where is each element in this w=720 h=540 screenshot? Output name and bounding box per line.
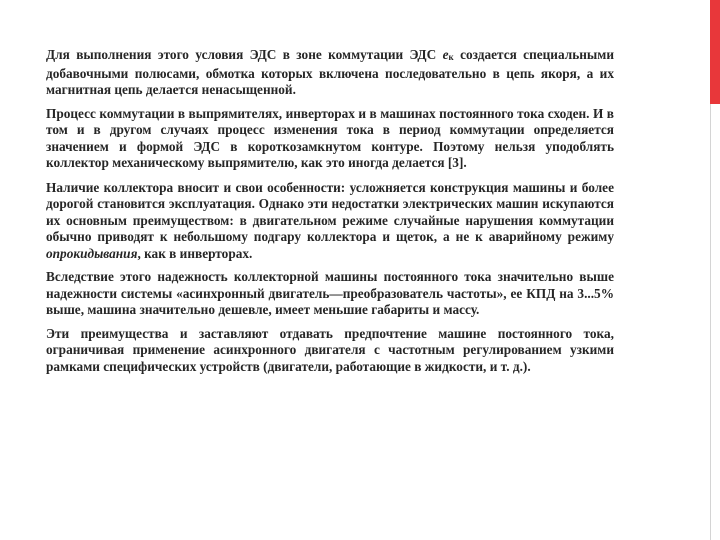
accent-bar (710, 0, 720, 104)
paragraph-advantages: Эти преимущества и заставляют отдавать предпочтение машине постоянного тока, ограничивая применение асинхронного двигателя с частотным регулированием узкими рамками специфических устройств (двигатели, работающие в жидкости, и т. д.). (46, 325, 614, 374)
slide-text (46, 47, 614, 382)
paragraph-collector-features (46, 180, 614, 263)
paragraph-reliability: Вследствие этого надежность коллекторной машины постоянного тока значительно выше надежности системы «асинхронный двигатель—преобразователь частоты», ее КПД на 3...5% выше, машина значительно дешевле, имеет меньшие габариты и массу. (46, 269, 614, 317)
paragraph-emf-condition (46, 47, 614, 99)
paragraph-text: создается специальными добавочными полюсами, обмотка которых включена последовательно в цепь якоря, а их магнитная цепь делается ненасыщенной. (46, 47, 614, 97)
paragraph-commutation-process: Процесс коммутации в выпрямителях, инверторах и в машинах постоянного тока сходен. И в том и в другом случаях процесс изменения тока в период коммутации определяется значением и формой ЭДС в короткозамкнутом контуре. Поэтому нельзя уподоблять коллектор механическому выпрямителю, как это иногда делается [3]. (46, 105, 614, 170)
paragraph-text: , как в инверторах. (137, 245, 253, 261)
paragraph-text: Для выполнения этого условия ЭДС в зоне коммутации ЭДС (46, 47, 443, 62)
paragraph-text: Наличие коллектора вносит и свои особенности: усложняется конструкция машины и более дорогой становится эксплуатация. Однако эти недостатки электрических машин искупаются их основным преимуществом: в двигательном режиме случайные нарушения коммутации обычно приводят к небольшому подгару коллектора и щеток, а не к аварийному режиму (46, 179, 614, 244)
emf-symbol: е (442, 47, 449, 62)
emf-subscript: к (448, 52, 454, 62)
italic-term: опрокидывания (46, 245, 138, 261)
